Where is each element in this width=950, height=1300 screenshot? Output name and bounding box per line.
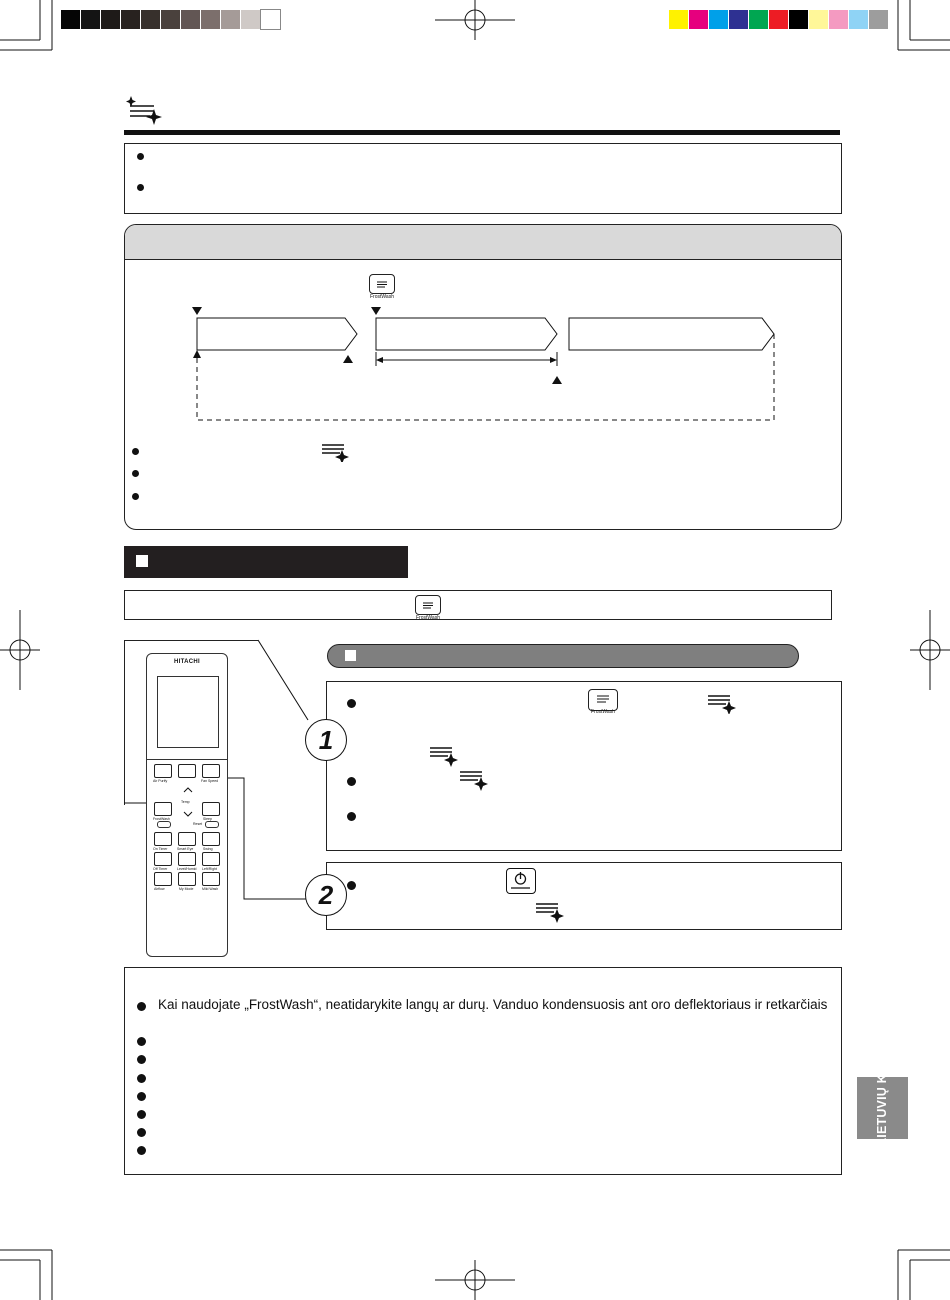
remote-label: Off Timer — [153, 867, 168, 871]
remote-label: Smart Eye — [177, 847, 194, 851]
remote-frostwash-button[interactable] — [154, 802, 172, 816]
bullet — [132, 470, 139, 477]
note-text: Kai naudojate „FrostWash“, neatidarykite langų ar durų. Vanduo kondensuosis ant oro deflektoriaus ir retkarčiais — [158, 997, 828, 1012]
frostwash-icon — [458, 768, 492, 792]
start-marker — [371, 307, 381, 315]
remote-smart-eye-button[interactable] — [178, 832, 196, 846]
remote-label: Sleep — [203, 817, 212, 821]
bullet — [137, 1092, 146, 1101]
language-side-tab — [857, 1070, 908, 1146]
remote-label: FrostWash — [153, 817, 170, 821]
step-number-2: 2 — [305, 874, 347, 916]
remote-off-timer-button[interactable] — [154, 852, 172, 866]
remote-label: My Mode — [179, 887, 194, 891]
remote-label: Temp — [181, 800, 190, 804]
frostwash-key-label: FrostWash — [370, 294, 394, 300]
bullet — [132, 493, 139, 500]
frostwash-icon — [534, 900, 568, 924]
bullet — [137, 1128, 146, 1137]
power-key-icon — [506, 868, 536, 894]
steps-pill-header — [327, 644, 799, 668]
frostwash-title-icon — [124, 96, 164, 126]
remote-airflow-button[interactable] — [154, 872, 172, 886]
end-marker — [552, 376, 562, 384]
frostwash-icon — [706, 690, 740, 714]
language-side-tab-label: LIETUVIŲ K. — [875, 1070, 889, 1146]
remote-temp-arrows — [182, 785, 194, 819]
section-banner — [124, 546, 408, 578]
bullet — [137, 1146, 146, 1155]
frostwash-icon — [428, 744, 462, 768]
remote-label: Level/Humid — [177, 867, 197, 871]
remote-level-humid-button[interactable] — [178, 852, 196, 866]
stage-arrow — [376, 318, 557, 350]
remote-on-timer-button[interactable] — [154, 832, 172, 846]
step-1-box — [326, 681, 842, 851]
bullet — [137, 1074, 146, 1083]
remote-small-oval[interactable] — [205, 821, 219, 828]
frostwash-key-label: FrostWash — [591, 709, 615, 715]
stage-arrow — [197, 318, 357, 350]
frostwash-key-icon — [588, 689, 618, 715]
bullet — [132, 448, 139, 455]
remote-fan-speed-button[interactable] — [202, 764, 220, 778]
frostwash-key-icon — [369, 274, 395, 300]
return-marker — [193, 350, 201, 358]
remote-air-purify-button[interactable] — [154, 764, 172, 778]
process-diagram — [180, 300, 800, 430]
intro-box — [124, 143, 842, 214]
frostwash-key-icon — [415, 595, 441, 621]
remote-label: Fan Speed — [201, 779, 219, 783]
remote-label: Left/Right — [202, 867, 217, 871]
end-marker — [343, 355, 353, 363]
remote-label: Air Purify — [153, 779, 168, 783]
title-rule — [124, 130, 840, 135]
bullet — [137, 184, 144, 191]
frostwash-icon — [318, 440, 352, 462]
bullet — [137, 1110, 146, 1119]
bullet — [137, 1002, 146, 1011]
remote-my-mode-button[interactable] — [178, 872, 196, 886]
remote-sleep-button[interactable] — [202, 802, 220, 816]
step-2-box — [326, 862, 842, 930]
remote-label: On Timer — [153, 847, 168, 851]
remote-label: Airflow — [154, 887, 165, 891]
remote-label: Reset — [193, 822, 203, 826]
bullet — [137, 153, 144, 160]
process-panel-header — [125, 225, 841, 260]
step-number-1: 1 — [305, 719, 347, 761]
remote-label: Swing — [203, 847, 213, 851]
start-marker — [192, 307, 202, 315]
remote-left-right-button[interactable] — [202, 852, 220, 866]
remote-label: Mild Wash — [202, 887, 219, 891]
remote-swing-button[interactable] — [202, 832, 220, 846]
stage-arrow — [569, 318, 774, 350]
remote-divider — [147, 759, 227, 760]
remote-brand: HITACHI — [174, 659, 200, 665]
remote-mild-wash-button[interactable] — [202, 872, 220, 886]
instruction-strip — [124, 590, 832, 620]
bullet — [137, 1055, 146, 1064]
remote-small-oval[interactable] — [157, 821, 171, 828]
remote-screen — [157, 676, 219, 748]
frostwash-key-label: FrostWash — [416, 615, 440, 621]
remote-control — [146, 653, 228, 957]
remote-power-button[interactable] — [178, 764, 196, 778]
bullet — [137, 1037, 146, 1046]
banner-square — [136, 555, 148, 567]
